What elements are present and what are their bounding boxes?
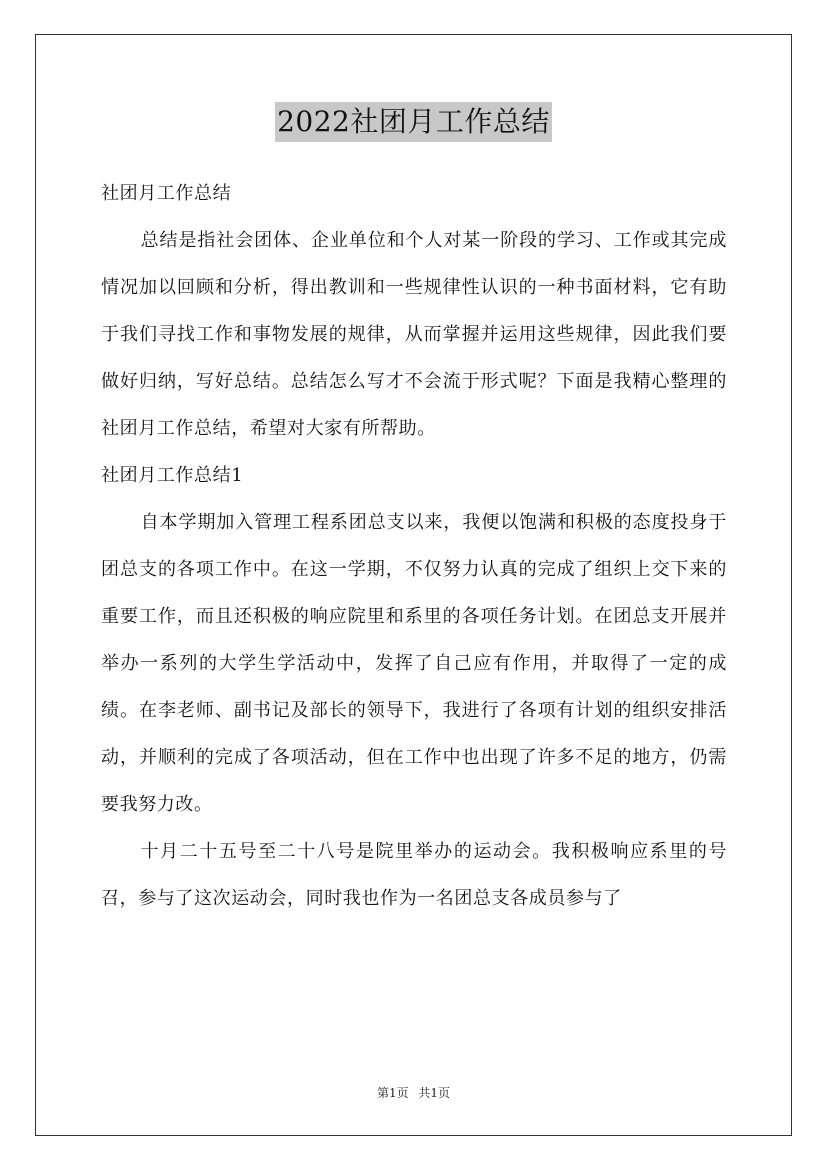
document-title: 2022社团月工作总结 [275,102,552,142]
page-total: 共1页 [418,1086,451,1100]
body-paragraph: 自本学期加入管理工程系团总支以来，我便以饱满和积极的态度投身于团总支的各项工作中。在这一学期，不仅努力认真的完成了组织上交下来的重要工作，而且还积极的响应院里和系里的各项任务计划。在团总支开展并举办一系列的大学生学活动中，发挥了自己应有作用，并取得了一定的成绩。在李老师、副书记及部长的领导下，我进行了各项有计划的组织安排活动，并顺利的完成了各项活动，但在工作中也出现了许多不足的地方，仍需要我努力改。 [101,512,727,815]
section-heading: 社团月工作总结 [101,183,232,204]
page-footer [0,1084,827,1101]
document-body [101,170,727,922]
page-number: 第1页 [376,1086,409,1100]
section-heading: 社团月工作总结1 [101,465,244,486]
body-paragraph: 总结是指社会团体、企业单位和个人对某一阶段的学习、工作或其完成情况加以回顾和分析，得出教训和一些规律性认识的一种书面材料，它有助于我们寻找工作和事物发展的规律，从而掌握并运用这些规律，因此我们要做好归纳，写好总结。总结怎么写才不会流于形式呢？下面是我精心整理的社团月工作总结，希望对大家有所帮助。 [101,230,727,439]
body-paragraph: 十月二十五号至二十八号是院里举办的运动会。我积极响应系里的号召，参与了这次运动会，同时我也作为一名团总支各成员参与了 [101,841,727,909]
title-container [0,102,827,142]
